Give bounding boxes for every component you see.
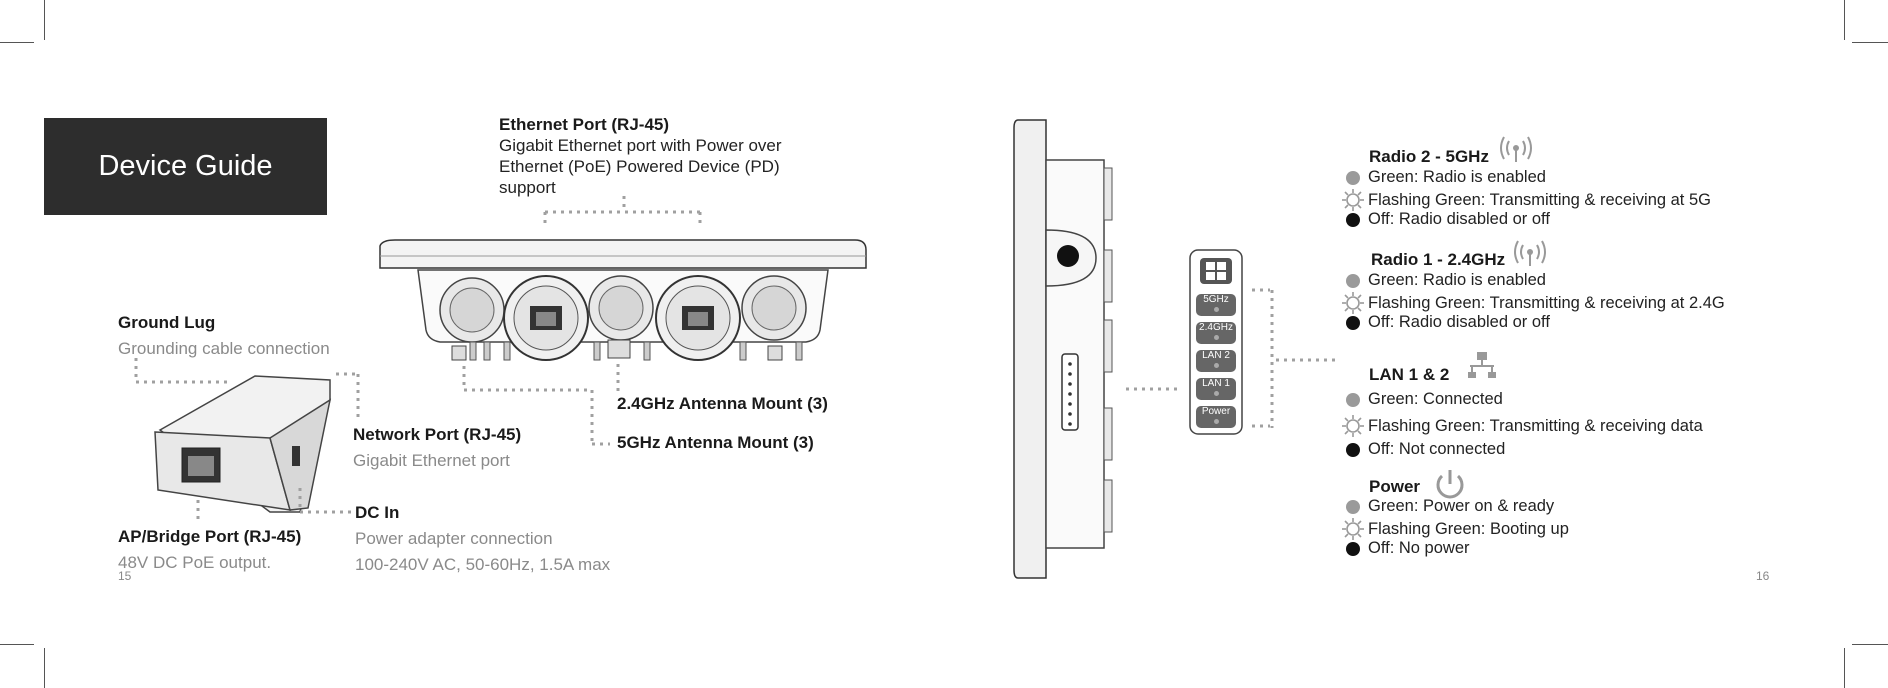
led-status-row [1346,440,1505,459]
led-panel-cell [1196,294,1236,316]
led-indicator [1214,363,1219,368]
led-panel-label: LAN 2 [1202,350,1230,361]
page-number-right: 16 [1756,569,1770,583]
led-status-text: Flashing Green: Transmitting & receiving at 5G [1368,190,1711,209]
antenna-24ghz-label: 2.4GHz Antenna Mount (3) [617,394,828,413]
led-status-text: Green: Radio is enabled [1368,271,1546,289]
led-status-row [1346,292,1725,314]
antenna-5ghz-label: 5GHz Antenna Mount (3) [617,433,814,452]
led-status-text: Off: Radio disabled or off [1368,313,1550,331]
dc-in-callout [355,502,655,575]
radio-antenna-icon [1515,241,1545,266]
led-status-text: Flashing Green: Transmitting & receiving data [1368,416,1703,435]
led-status-row [1346,210,1550,229]
led-status-row [1346,189,1711,211]
led-status-text: Off: Not connected [1368,440,1506,458]
access-point-side-view [1014,120,1336,578]
led-flashing-icon [1342,518,1364,540]
power-icon [1438,470,1462,497]
led-section-title: Radio 2 - 5GHz [1369,147,1489,166]
ethernet-port-desc-1: Gigabit Ethernet port with Power over [499,136,782,155]
led-status-row [1346,497,1554,516]
dc-in-desc-2: 100-240V AC, 50-60Hz, 1.5A max [355,555,611,574]
dc-in-title: DC In [355,503,400,522]
led-status-text: Off: No power [1368,539,1470,557]
ground-lug-callout [118,312,378,359]
led-green-icon [1346,500,1360,514]
led-off-icon [1346,213,1360,227]
radio-antenna-icon [1501,137,1531,162]
led-off-icon [1346,443,1360,457]
led-status-row [1346,390,1503,409]
ground-lug-title: Ground Lug [118,313,216,332]
led-indicator [1214,335,1219,340]
page-number-left: 15 [118,569,132,583]
led-panel-cell [1196,378,1236,400]
ethernet-port-callout [499,114,819,198]
led-panel-cell [1196,406,1236,428]
led-indicator [1214,419,1219,424]
led-indicator [1214,391,1219,396]
led-panel-label: Power [1201,406,1231,417]
ap-bridge-callout [118,526,378,573]
led-status-text: Green: Connected [1368,390,1503,408]
led-status-text: Green: Radio is enabled [1368,168,1546,186]
led-off-icon [1346,316,1360,330]
network-icon [1468,352,1496,378]
led-green-icon [1346,393,1360,407]
led-panel-label: 5GHz [1203,294,1229,305]
network-port-callout [353,424,573,471]
led-off-icon [1346,542,1360,556]
ground-lug-desc: Grounding cable connection [118,339,330,358]
led-status-text: Flashing Green: Booting up [1368,519,1569,538]
poe-injector [136,358,358,524]
led-panel-cell [1196,322,1236,344]
ap-bridge-title: AP/Bridge Port (RJ-45) [118,527,302,546]
led-status-row [1346,415,1703,437]
led-status-row [1346,313,1550,332]
ethernet-port-desc-3: support [499,178,556,197]
led-section-title: LAN 1 & 2 [1369,365,1450,384]
ap-bridge-desc: 48V DC PoE output. [118,553,272,572]
led-panel-cell [1196,350,1236,372]
led-green-icon [1346,171,1360,185]
ethernet-port-title: Ethernet Port (RJ-45) [499,115,670,134]
network-port-desc: Gigabit Ethernet port [353,451,510,470]
led-green-icon [1346,274,1360,288]
led-flashing-icon [1342,415,1364,437]
led-panel-label: 2.4GHz [1199,322,1233,333]
ethernet-port-desc-2: Ethernet (PoE) Powered Device (PD) [499,157,780,176]
led-status-row [1346,168,1546,187]
led-status-text: Green: Power on & ready [1368,497,1555,515]
led-panel-label: LAN 1 [1202,378,1230,389]
page-title: Device Guide [98,150,273,182]
led-status-row [1346,518,1569,540]
led-flashing-icon [1342,189,1364,211]
led-section-title: Power [1369,477,1421,496]
network-port-title: Network Port (RJ-45) [353,425,522,444]
led-status-row [1346,271,1546,290]
led-status-text: Off: Radio disabled or off [1368,210,1550,228]
led-flashing-icon [1342,292,1364,314]
dc-in-desc-1: Power adapter connection [355,529,553,548]
led-section-title: Radio 1 - 2.4GHz [1371,250,1506,269]
led-status-text: Flashing Green: Transmitting & receiving at 2.4G [1368,293,1725,312]
led-indicator [1214,307,1219,312]
led-status-row [1346,539,1470,558]
